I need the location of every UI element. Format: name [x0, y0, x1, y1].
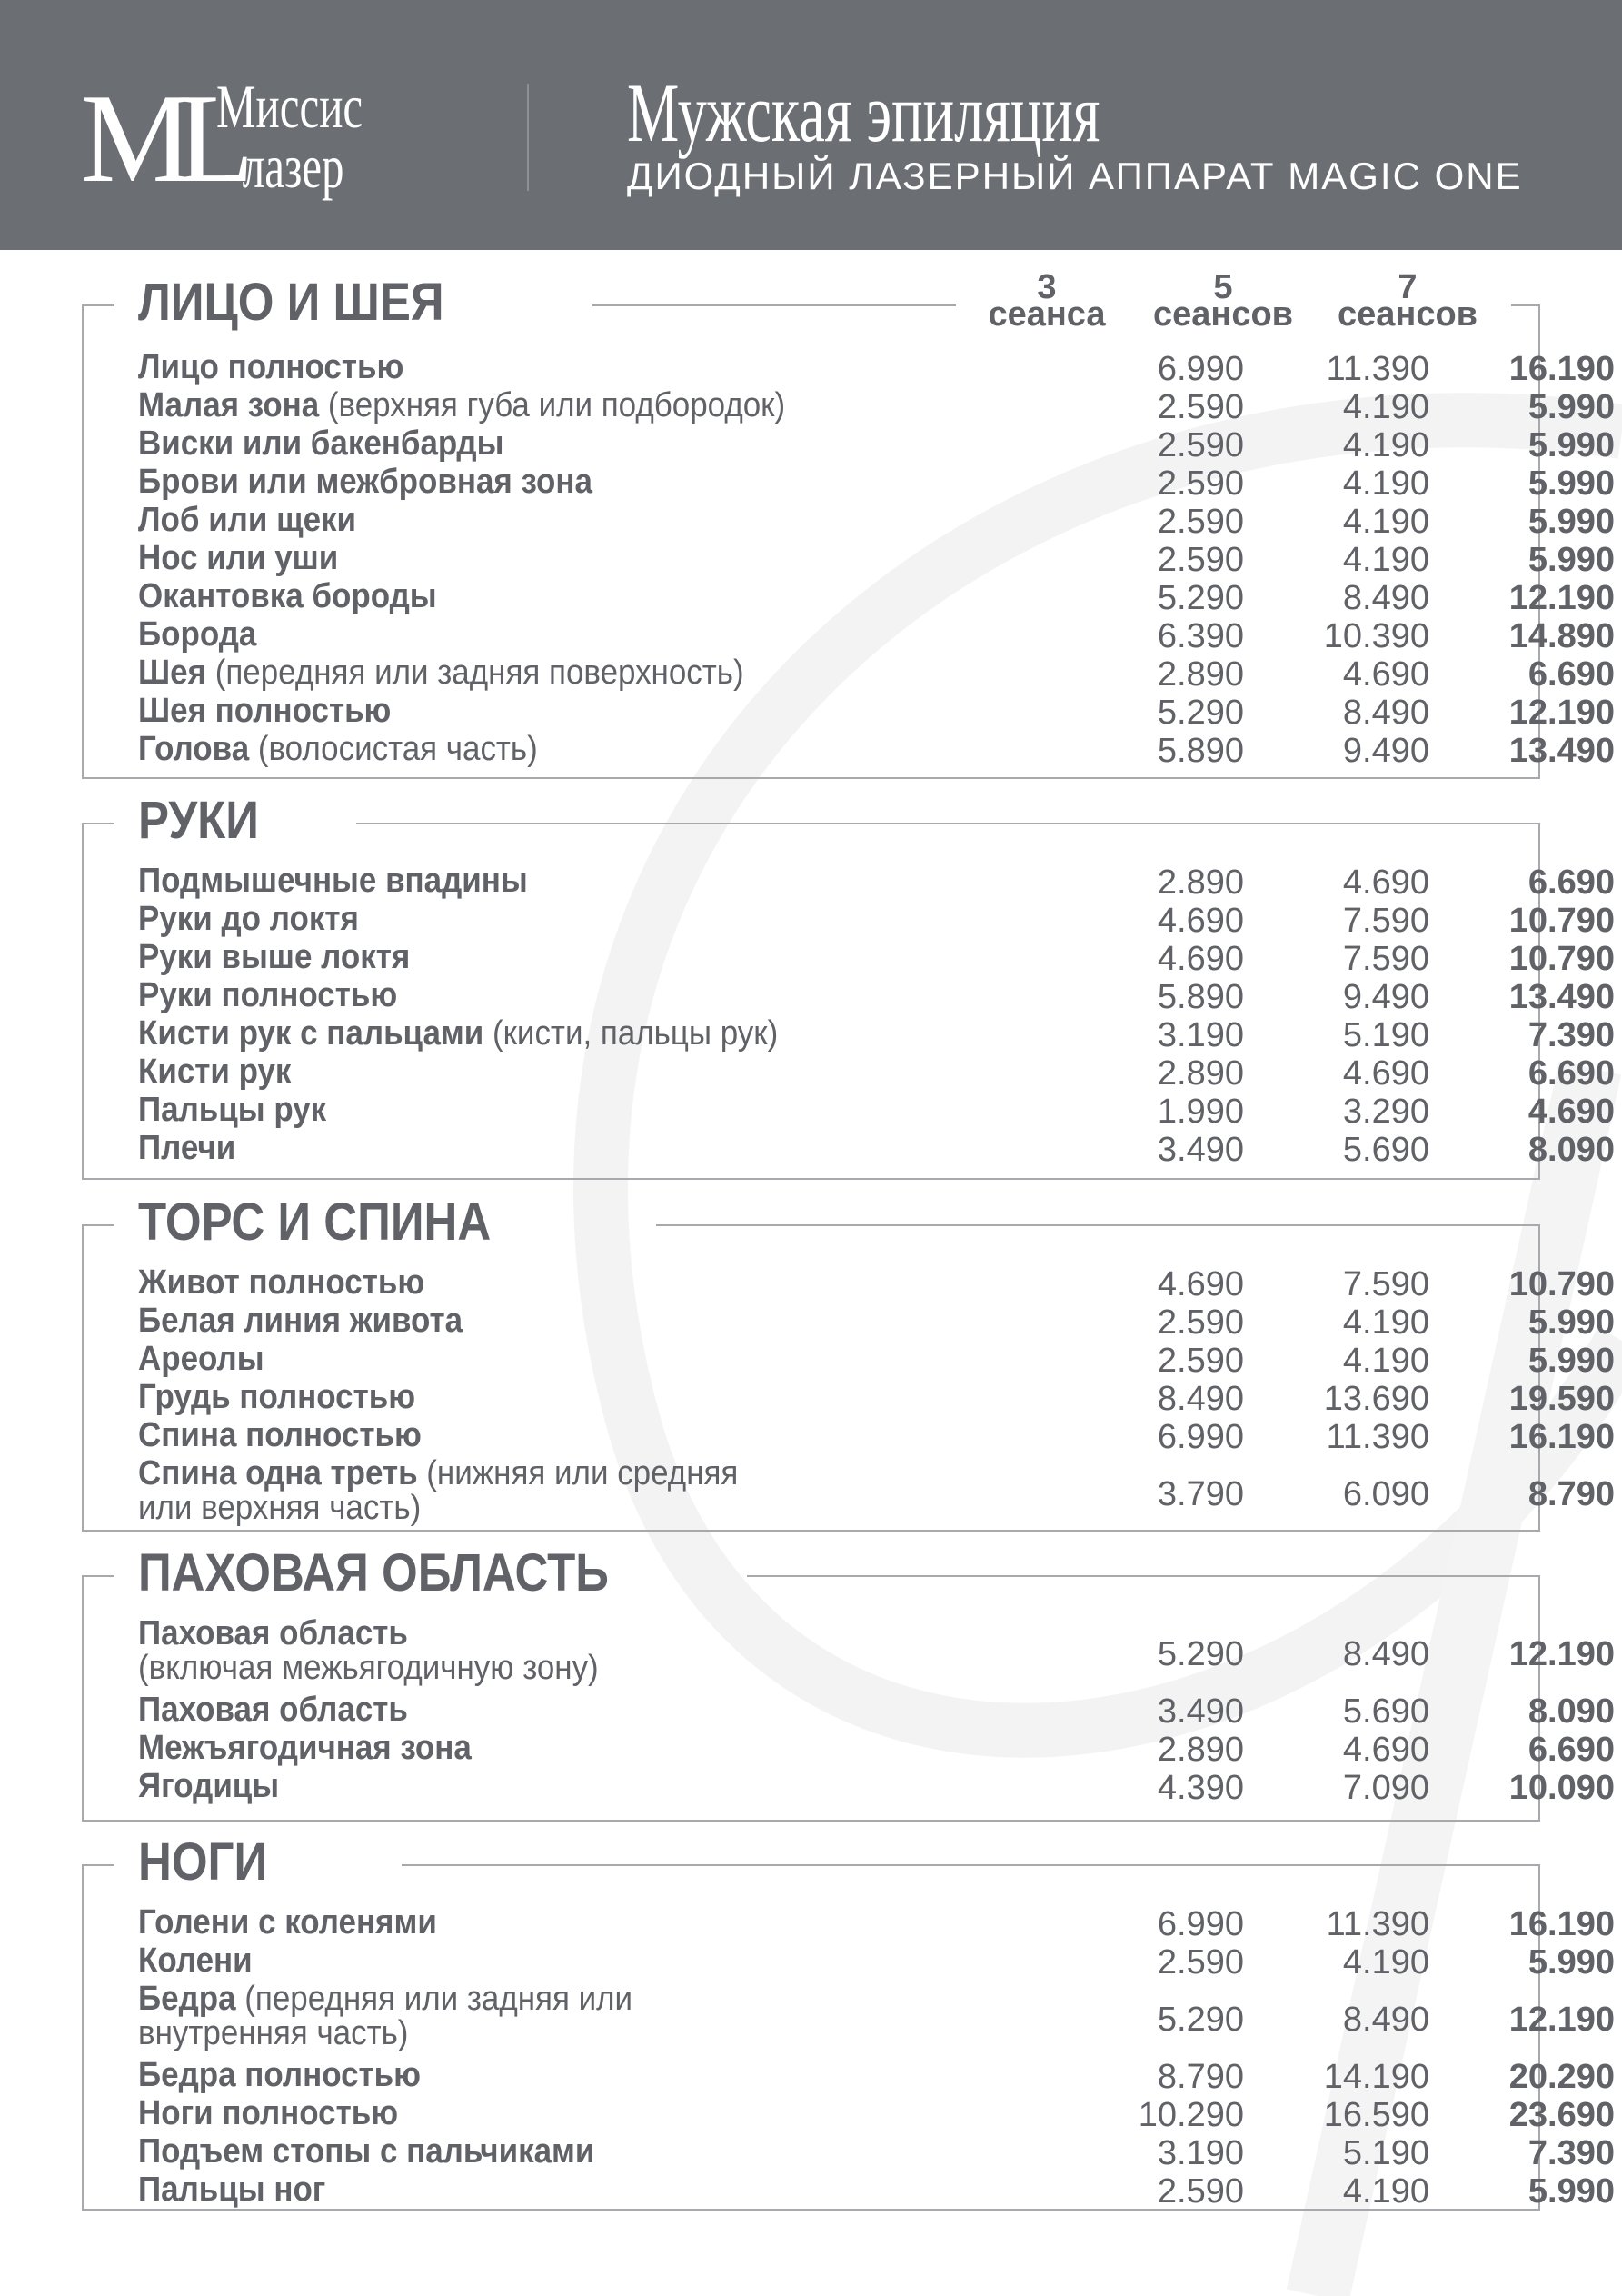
price-row: [138, 1980, 1615, 2058]
service-note: (передняя или задняя или: [235, 1980, 633, 2018]
service-title: Паховая область: [138, 1691, 408, 1729]
price-3-sessions: 1.990: [1157, 1093, 1244, 1131]
service-name: [138, 1769, 279, 1803]
price-row: [138, 1729, 1615, 1769]
service-name: [138, 1943, 253, 1978]
service-name: [138, 617, 256, 652]
price-5-sessions: 11.390: [1326, 1418, 1429, 1456]
section-1: [82, 791, 1615, 1180]
header-banner: [0, 0, 1622, 250]
price-5-sessions: 14.190: [1323, 2058, 1429, 2096]
service-title: Кисти рук с пальцами: [138, 1014, 484, 1053]
price-5-sessions: 5.690: [1342, 1692, 1429, 1731]
price-7-sessions: 5.990: [1527, 1943, 1615, 1982]
price-3-sessions: 4.690: [1157, 1265, 1244, 1303]
price-5-sessions: 7.590: [1342, 1265, 1429, 1303]
service-title: Подмышечные впадины: [138, 862, 528, 900]
price-row: [138, 1903, 1615, 1943]
session-label: сеанса: [988, 295, 1106, 334]
section-border: [82, 1575, 114, 1577]
price-3-sessions: 6.390: [1157, 617, 1244, 655]
price-row: [138, 1014, 1615, 1054]
price-5-sessions: 9.490: [1342, 978, 1429, 1016]
service-title: Руки полностью: [138, 976, 398, 1014]
price-row: [138, 1691, 1615, 1731]
logo-line-1: Миссис: [216, 72, 363, 141]
price-row: [138, 1340, 1615, 1380]
service-title: Ноги полностью: [138, 2094, 399, 2132]
section-border: [747, 1575, 1540, 1577]
service-note-line2: (включая межьягодичную зону): [138, 1649, 599, 1687]
service-name: [138, 503, 356, 537]
service-name: [138, 1016, 778, 1051]
price-7-sessions: 10.790: [1508, 1265, 1615, 1303]
price-row: [138, 539, 1615, 579]
logo-monogram: ML: [80, 68, 238, 209]
service-title: Межъягодичная зона: [138, 1729, 472, 1767]
price-row: [138, 1053, 1615, 1093]
price-row: [138, 577, 1615, 617]
section-2: [82, 1193, 1615, 1532]
service-title: Спина одна треть: [138, 1454, 418, 1492]
price-5-sessions: 4.190: [1342, 503, 1429, 541]
section-title: ЛИЦО И ШЕЯ: [138, 273, 444, 332]
price-5-sessions: 4.190: [1342, 1342, 1429, 1380]
price-5-sessions: 16.590: [1323, 2096, 1429, 2134]
service-name: [138, 1905, 437, 1940]
service-title: Брови или межбровная зона: [138, 463, 592, 501]
price-3-sessions: 2.890: [1157, 1054, 1244, 1093]
price-7-sessions: 7.390: [1527, 1016, 1615, 1054]
price-3-sessions: 2.890: [1157, 655, 1244, 694]
price-5-sessions: 11.390: [1326, 350, 1429, 388]
service-name: [138, 388, 785, 423]
section-0: [82, 268, 1615, 779]
service-title: Живот полностью: [138, 1263, 425, 1302]
logo-line-2: лазер: [242, 132, 344, 201]
service-name: [138, 541, 338, 575]
price-row: [138, 2094, 1615, 2134]
service-name: [138, 902, 359, 936]
price-row: [138, 463, 1615, 503]
price-row: [138, 1614, 1615, 1692]
session-count: 5: [1213, 268, 1233, 306]
price-5-sessions: 10.390: [1323, 617, 1429, 655]
service-name: [138, 1456, 738, 1525]
price-5-sessions: 4.190: [1342, 541, 1429, 579]
price-3-sessions: 10.290: [1138, 2096, 1244, 2134]
price-3-sessions: 3.190: [1157, 2134, 1244, 2172]
price-7-sessions: 8.090: [1527, 1131, 1615, 1169]
price-7-sessions: 20.290: [1508, 2058, 1615, 2096]
service-name: [138, 426, 503, 461]
price-5-sessions: 11.390: [1326, 1905, 1429, 1943]
page-title: Мужская эпиляция: [627, 66, 1100, 159]
service-title: Бедра полностью: [138, 2056, 422, 2094]
price-row: [138, 1942, 1615, 1982]
service-name: [138, 1692, 408, 1727]
price-7-sessions: 5.990: [1527, 1303, 1615, 1342]
price-5-sessions: 4.690: [1342, 1054, 1429, 1093]
service-name: [138, 655, 744, 690]
service-title: Пальцы ног: [138, 2171, 326, 2209]
section-border: [82, 1864, 114, 1866]
price-row: [138, 692, 1615, 732]
price-row: [138, 615, 1615, 655]
service-title: Малая зона: [138, 386, 320, 424]
service-title: Бедра: [138, 1980, 236, 2018]
price-3-sessions: 2.590: [1157, 1943, 1244, 1982]
price-5-sessions: 5.690: [1342, 1131, 1429, 1169]
service-name: [138, 1303, 463, 1338]
price-7-sessions: 13.490: [1508, 978, 1615, 1016]
service-name: [138, 1380, 415, 1414]
price-7-sessions: 6.690: [1527, 1054, 1615, 1093]
price-row: [138, 1378, 1615, 1418]
price-3-sessions: 4.690: [1157, 940, 1244, 978]
price-3-sessions: 8.490: [1157, 1380, 1244, 1418]
price-3-sessions: 2.590: [1157, 1303, 1244, 1342]
price-7-sessions: 6.690: [1527, 655, 1615, 694]
service-name: [138, 1054, 291, 1089]
price-7-sessions: 5.990: [1527, 2172, 1615, 2211]
price-row: [138, 2171, 1615, 2211]
section-title: ТОРС И СПИНА: [138, 1193, 492, 1252]
price-7-sessions: 5.990: [1527, 541, 1615, 579]
price-row: [138, 900, 1615, 940]
service-note: (нижняя или средняя: [417, 1454, 739, 1492]
price-7-sessions: 16.190: [1508, 350, 1615, 388]
service-name: [138, 2058, 421, 2092]
price-3-sessions: 2.590: [1157, 388, 1244, 426]
service-name: [138, 2172, 325, 2207]
session-count: 7: [1398, 268, 1418, 306]
price-5-sessions: 4.190: [1342, 388, 1429, 426]
price-3-sessions: 5.290: [1157, 579, 1244, 617]
price-row: [138, 2132, 1615, 2172]
price-5-sessions: 4.190: [1342, 1943, 1429, 1982]
service-title: Шея: [138, 654, 206, 692]
section-border: [1511, 304, 1540, 306]
price-5-sessions: 4.690: [1342, 655, 1429, 694]
section-border: [356, 823, 1540, 824]
price-5-sessions: 7.590: [1342, 940, 1429, 978]
service-title: Ягодицы: [138, 1767, 280, 1805]
service-title: Руки выше локтя: [138, 938, 411, 976]
service-name: [138, 1093, 326, 1127]
price-row: [138, 1091, 1615, 1131]
price-row: [138, 348, 1615, 388]
price-3-sessions: 3.490: [1157, 1131, 1244, 1169]
price-7-sessions: 12.190: [1508, 1635, 1615, 1673]
price-3-sessions: 2.890: [1157, 1731, 1244, 1769]
service-name: [138, 464, 592, 499]
section-3: [82, 1543, 1615, 1822]
price-7-sessions: 14.890: [1508, 617, 1615, 655]
service-title: Окантовка бороды: [138, 577, 437, 615]
price-row: [138, 2056, 1615, 2096]
section-4: [82, 1832, 1615, 2211]
price-row: [138, 501, 1615, 541]
header-divider: [527, 84, 529, 191]
price-7-sessions: 6.690: [1527, 863, 1615, 902]
price-7-sessions: 12.190: [1508, 579, 1615, 617]
price-3-sessions: 2.590: [1157, 503, 1244, 541]
price-row: [138, 938, 1615, 978]
service-title: Лицо полностью: [138, 348, 404, 386]
service-title: Шея полностью: [138, 692, 392, 730]
service-name: [138, 1616, 599, 1685]
price-5-sessions: 7.590: [1342, 902, 1429, 940]
price-5-sessions: 8.490: [1342, 579, 1429, 617]
price-7-sessions: 13.490: [1508, 732, 1615, 770]
price-5-sessions: 7.090: [1342, 1769, 1429, 1807]
price-5-sessions: 4.190: [1342, 464, 1429, 503]
price-5-sessions: 4.190: [1342, 1303, 1429, 1342]
price-3-sessions: 2.590: [1157, 426, 1244, 464]
section-border: [82, 1224, 114, 1226]
price-3-sessions: 4.690: [1157, 902, 1244, 940]
price-3-sessions: 8.790: [1157, 2058, 1244, 2096]
service-name: [138, 1342, 264, 1376]
price-7-sessions: 5.990: [1527, 464, 1615, 503]
price-row: [138, 1454, 1615, 1532]
session-count: 3: [1037, 268, 1057, 306]
price-7-sessions: 16.190: [1508, 1418, 1615, 1456]
price-3-sessions: 5.290: [1157, 694, 1244, 732]
price-5-sessions: 4.690: [1342, 1731, 1429, 1769]
price-row: [138, 386, 1615, 426]
service-title: Паховая область: [138, 1614, 408, 1652]
price-5-sessions: 13.690: [1323, 1380, 1429, 1418]
service-title: Белая линия живота: [138, 1302, 463, 1340]
section-title: ПАХОВАЯ ОБЛАСТЬ: [138, 1543, 609, 1602]
price-3-sessions: 5.890: [1157, 978, 1244, 1016]
service-name: [138, 1418, 422, 1452]
page-subtitle: ДИОДНЫЙ ЛАЗЕРНЫЙ АППАРАТ MAGIC ONE: [627, 155, 1523, 197]
service-note: (верхняя губа или подбородок): [319, 386, 786, 424]
service-title: Голова: [138, 730, 250, 768]
price-rows: [138, 862, 1615, 1169]
price-rows: [138, 1263, 1615, 1532]
service-title: Лоб или щеки: [138, 501, 357, 539]
price-row: [138, 1302, 1615, 1342]
service-title: Борода: [138, 615, 257, 654]
service-name: [138, 2096, 398, 2131]
session-label: сеансов: [1337, 295, 1478, 334]
price-3-sessions: 2.590: [1157, 1342, 1244, 1380]
service-title: Подъем стопы с пальчиками: [138, 2132, 595, 2171]
service-title: Колени: [138, 1942, 253, 1980]
price-5-sessions: 4.190: [1342, 426, 1429, 464]
section-border: [1538, 304, 1540, 314]
price-3-sessions: 2.890: [1157, 863, 1244, 902]
price-7-sessions: 5.990: [1527, 503, 1615, 541]
service-name: [138, 732, 538, 766]
service-title: Спина полностью: [138, 1416, 422, 1454]
service-note: (волосистая часть): [249, 730, 538, 768]
service-title: Нос или уши: [138, 539, 339, 577]
service-title: Пальцы рук: [138, 1091, 327, 1129]
section-border: [592, 304, 956, 306]
section-title: РУКИ: [138, 791, 259, 850]
price-rows: [138, 348, 1615, 770]
price-row: [138, 654, 1615, 694]
service-title: Плечи: [138, 1129, 236, 1167]
section-border: [82, 304, 114, 306]
price-7-sessions: 5.990: [1527, 426, 1615, 464]
price-3-sessions: 2.590: [1157, 464, 1244, 503]
price-row: [138, 730, 1615, 770]
service-title: Голени с коленями: [138, 1903, 437, 1942]
price-7-sessions: 10.790: [1508, 940, 1615, 978]
service-name: [138, 978, 397, 1013]
service-name: [138, 2134, 594, 2169]
price-5-sessions: 4.690: [1342, 863, 1429, 902]
column-header: [988, 268, 1106, 334]
section-border: [402, 1864, 1540, 1866]
price-row: [138, 862, 1615, 902]
service-note-line2: внутренняя часть): [138, 2014, 409, 2052]
price-5-sessions: 8.490: [1342, 694, 1429, 732]
service-name: [138, 1265, 424, 1300]
price-3-sessions: 2.590: [1157, 2172, 1244, 2211]
price-row: [138, 424, 1615, 464]
service-name: [138, 863, 528, 898]
price-3-sessions: 6.990: [1157, 350, 1244, 388]
price-7-sessions: 8.790: [1527, 1475, 1615, 1513]
price-7-sessions: 12.190: [1508, 694, 1615, 732]
service-note: (передняя или задняя поверхность): [205, 654, 744, 692]
price-5-sessions: 5.190: [1342, 2134, 1429, 2172]
price-7-sessions: 6.690: [1527, 1731, 1615, 1769]
price-7-sessions: 16.190: [1508, 1905, 1615, 1943]
price-3-sessions: 3.490: [1157, 1692, 1244, 1731]
price-5-sessions: 4.190: [1342, 2172, 1429, 2211]
price-row: [138, 1416, 1615, 1456]
price-3-sessions: 6.990: [1157, 1905, 1244, 1943]
price-3-sessions: 3.190: [1157, 1016, 1244, 1054]
price-7-sessions: 4.690: [1527, 1093, 1615, 1131]
service-title: Кисти рук: [138, 1053, 292, 1091]
section-title: НОГИ: [138, 1832, 268, 1892]
price-3-sessions: 3.790: [1157, 1475, 1244, 1513]
brand-logo: [80, 68, 443, 209]
service-note-line2: или верхняя часть): [138, 1489, 422, 1527]
column-header: [1152, 268, 1294, 334]
price-3-sessions: 6.990: [1157, 1418, 1244, 1456]
price-3-sessions: 2.590: [1157, 541, 1244, 579]
section-border: [656, 1224, 1540, 1226]
service-title: Ареолы: [138, 1340, 264, 1378]
service-name: [138, 694, 391, 728]
service-note: (кисти, пальцы рук): [483, 1014, 779, 1053]
price-row: [138, 976, 1615, 1016]
price-5-sessions: 8.490: [1342, 1635, 1429, 1673]
price-5-sessions: 5.190: [1342, 1016, 1429, 1054]
section-border: [82, 823, 114, 824]
price-7-sessions: 8.090: [1527, 1692, 1615, 1731]
price-rows: [138, 1614, 1615, 1807]
price-5-sessions: 9.490: [1342, 732, 1429, 770]
price-5-sessions: 3.290: [1342, 1093, 1429, 1131]
service-name: [138, 1982, 632, 2051]
price-7-sessions: 10.090: [1508, 1769, 1615, 1807]
price-3-sessions: 4.390: [1157, 1769, 1244, 1807]
price-7-sessions: 7.390: [1527, 2134, 1615, 2172]
price-3-sessions: 5.290: [1157, 1635, 1244, 1673]
service-name: [138, 350, 403, 384]
price-5-sessions: 8.490: [1342, 2001, 1429, 2039]
logo-wordmark: [216, 72, 363, 201]
price-7-sessions: 10.790: [1508, 902, 1615, 940]
price-7-sessions: 23.690: [1508, 2096, 1615, 2134]
service-name: [138, 1731, 472, 1765]
session-label: сеансов: [1152, 295, 1294, 334]
price-3-sessions: 5.890: [1157, 732, 1244, 770]
price-row: [138, 1129, 1615, 1169]
price-7-sessions: 5.990: [1527, 1342, 1615, 1380]
price-rows: [138, 1903, 1615, 2211]
service-title: Виски или бакенбарды: [138, 424, 504, 463]
service-title: Грудь полностью: [138, 1378, 416, 1416]
price-5-sessions: 6.090: [1342, 1475, 1429, 1513]
column-header: [1337, 268, 1478, 334]
price-row: [138, 1767, 1615, 1807]
service-name: [138, 1131, 235, 1165]
service-name: [138, 940, 410, 974]
price-7-sessions: 5.990: [1527, 388, 1615, 426]
price-3-sessions: 5.290: [1157, 2001, 1244, 2039]
service-name: [138, 579, 437, 614]
service-title: Руки до локтя: [138, 900, 359, 938]
price-7-sessions: 12.190: [1508, 2001, 1615, 2039]
price-7-sessions: 19.590: [1508, 1380, 1615, 1418]
price-row: [138, 1263, 1615, 1303]
